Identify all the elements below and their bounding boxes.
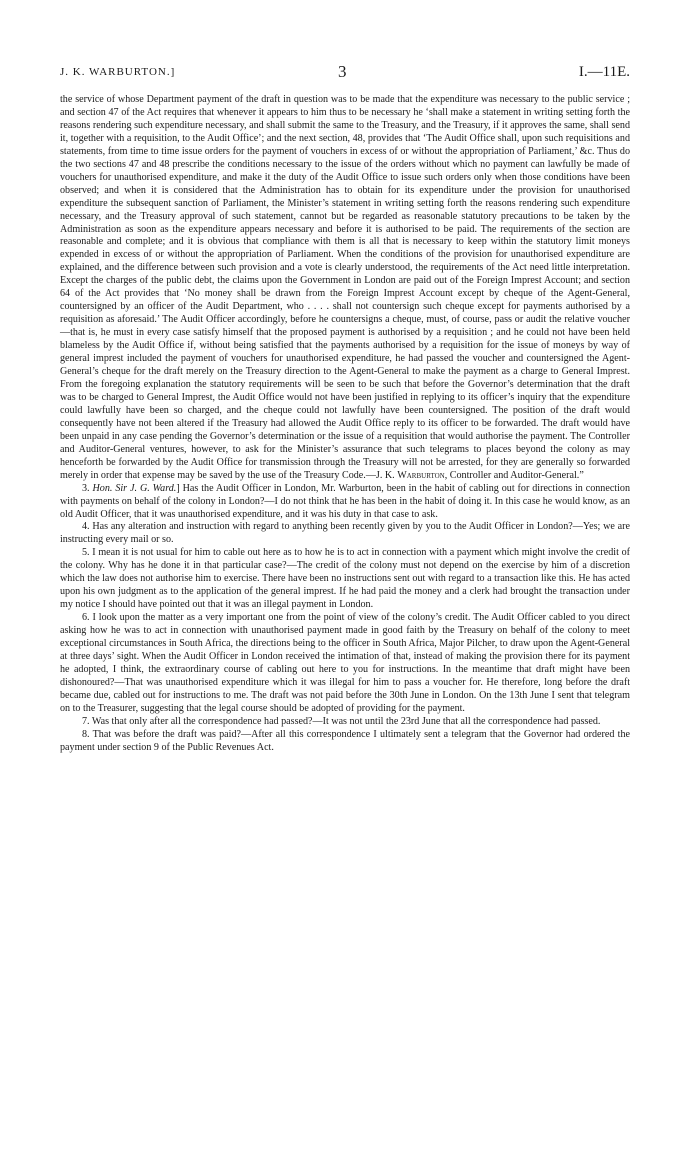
question-6: 6. I look upon the matter as a very important one from the point of view of the colony’s credit. The Audit Officer cabled to you direct asking how he was to act in connection with unauthorised payment made in good faith by the Treasury on behalf of the colony to meet exceptional circumstances in South Africa, the directions being to the officer in South Africa, Major Pilcher, to draw upon the Agent-General at three days’ sight. When the Audit Officer in London received the intimation of that, instead of making the provision there for its payment he adopted, I think, the extraordinary course of cabling out here to you for instructions. In the meantime that draft might have been dishonoured?—That was unauthorised expenditure which it was illegal for him to pass a voucher for. He therefore, long before the draft became due, cabled out for instructions to me. The draft was not paid before the 30th June in London. On the 13th June I sent that telegram on to the Treasurer, suggesting that the legal course should be adopted of providing for the payment.	[60, 612, 630, 714]
question-3: 3. Hon. Sir J. G. Ward.] Has the Audit Officer in London, Mr. Warburton, been in the habit of cabling out for directions in connection with payments on behalf of the colony in London?—I do not think that he has been in the habit of doing it. In this case he would know, as an old Audit Officer, that it was unauthorised expenditure, and it was his duty in that case to ask.	[60, 482, 631, 520]
question-3-speaker: Hon. Sir J. G. Ward.	[92, 482, 177, 494]
document-reference: I.—11E.	[578, 64, 630, 80]
document-body	[60, 94, 630, 755]
question-5: 5. I mean it is not usual for him to cable out here as to how he is to act in connection with a payment which might involve the credit of the colony. Why has he done it in that particular case?—The credit of the colony must not depend on the exercise by him of a discretion which the law does not authorise him to exercise. There have been no instructions sent out with regard to a transaction like this. He has acted upon his own judgment as to the application of the general imprest. If he had paid the money and a clerk had brought the transaction under my notice I should have pointed out that it was an illegal payment in London.	[60, 547, 630, 611]
signature-name: Warburton	[397, 469, 445, 481]
paragraph-letter-text: the service of whose Department payment of the draft in question was to be made that the expenditure was necessary to the public service ; and section 47 of the Act requires that whenever it appears to him thus to be necessary he ‘shall make a statement in writing setting forth the reasons rendering such expenditure necessary, and shall submit the same to the Treasury, and the Treasury, if it approves the same, shall send it, together with a requisition, to the Audit Office’; and the next section, 48, provides that ‘The Audit Office shall, upon such requisitions and statements, from time to time issue orders for the payment of vouchers in excess of or without the appropriation of Parliament,’ &c. Thus do the two sections 47 and 48 prescribe the conditions necessary to the issue of the orders without which no payment can lawfully be made of vouchers for unauthorised expenditure, and make it the duty of the Audit Office to issue such orders only when those conditions have been observed; and when it is considered that the Administration has to obtain for its expenditure under the provision for unauthorised expenditure the subsequent sanction of Parliament, the Minister’s statement in writing setting forth the reasons rendering such expenditure necessary, and the Treasury approval of such statement, cannot but be regarded as reasonable statutory precautions to be taken by the Administration as soon as the expenditure appears necessary and before it is authorised to be paid. The requirements of the section are reasonable and complete; and it is obvious that compliance with them is all that is necessary to keep within the statutory limit moneys expended in excess of or without the appropriation of Parliament. When the conditions of the provision for unauthorised expenditure are explained, and the difference between such provision and a vote is clearly understood, the requirements of the Act need little interpretation. Except the charges of the public debt, the claims upon the Government in London are paid out of the Foreign Imprest Account; and section 64 of the Act provides that ‘No money shall be drawn from the Foreign Imprest Account except by cheque of the Agent-General, countersigned by an officer of the Audit Department, who . . . . shall not countersign such cheque except for payments authorised by a requisition as aforesaid.’ The Audit Officer accordingly, before he countersigns a cheque, must, of course, pass or audit the relative voucher—that is, he must in every case satisfy himself that the proposed payment is authorised by a requisition ; and he could not have been held blameless by the Audit Office if, without being satisfied that the payments authorised by a requisition for the issue of moneys by way of general imprest included the payment of vouchers for unauthorised expenditure, he had passed the voucher and countersigned the Agent-General’s cheque for the draft merely on the Treasury direction to the Agent-General to make the payment as a charge to General Imprest. From the foregoing explanation the statutory requirements will be seen to be such that before the Governor’s determination that the draft was to be charged to General Imprest, the Audit Office would not have been justified in replying to its officer’s inquiry that the expenditure could lawfully have been so charged, and the cheque could not lawfully have been countersigned. The position of the draft would consequently have not been altered if the Treasury had allowed the Audit Office reply to its officer to be forwarded. The draft would have been unpaid in any case pending the Governor’s determination or the issue of a requisition that would authorise the payment. The Controller and Auditor-General ventures, however, to ask for the Minister’s assurance that such telegrams to places beyond the colony as may henceforth be forwarded by the Audit Office for transmission through the Treasury will not be arrested, for they are generally so forwarded merely in order that expense may be saved by the use of the Treasury Code.—J. K.	[60, 94, 630, 481]
question-3-text: ] Has the Audit Officer in London, Mr. Warburton, been in the habit of cabling out for directions in connection with payments on behalf of the colony in London?—I do not think that he has been in the habit of doing it. In this case he would know, as an old Audit Officer, that it was unauthorised expenditure, and it was his duty in that case to ask.	[60, 482, 631, 520]
page-header	[60, 64, 630, 84]
paragraph-letter-continuation	[60, 94, 630, 483]
question-8: 8. That was before the draft was paid?—After all this correspondence I ultimately sent a telegram that the Governor had ordered the payment under section 9 of the Public Revenues Act.	[60, 728, 630, 753]
question-4: 4. Has any alteration and instruction with regard to anything been recently given by you to the Audit Officer in London?—Yes; we are instructing every mail or so.	[60, 521, 630, 546]
question-7: 7. Was that only after all the correspondence had passed?—It was not until the 23rd June that all the correspondence had passed.	[82, 715, 601, 727]
signature-title: , Controller and Auditor-General.”	[444, 469, 584, 481]
page-number: 3	[338, 62, 347, 81]
running-head-author: J. K. WARBURTON.]	[60, 66, 176, 78]
